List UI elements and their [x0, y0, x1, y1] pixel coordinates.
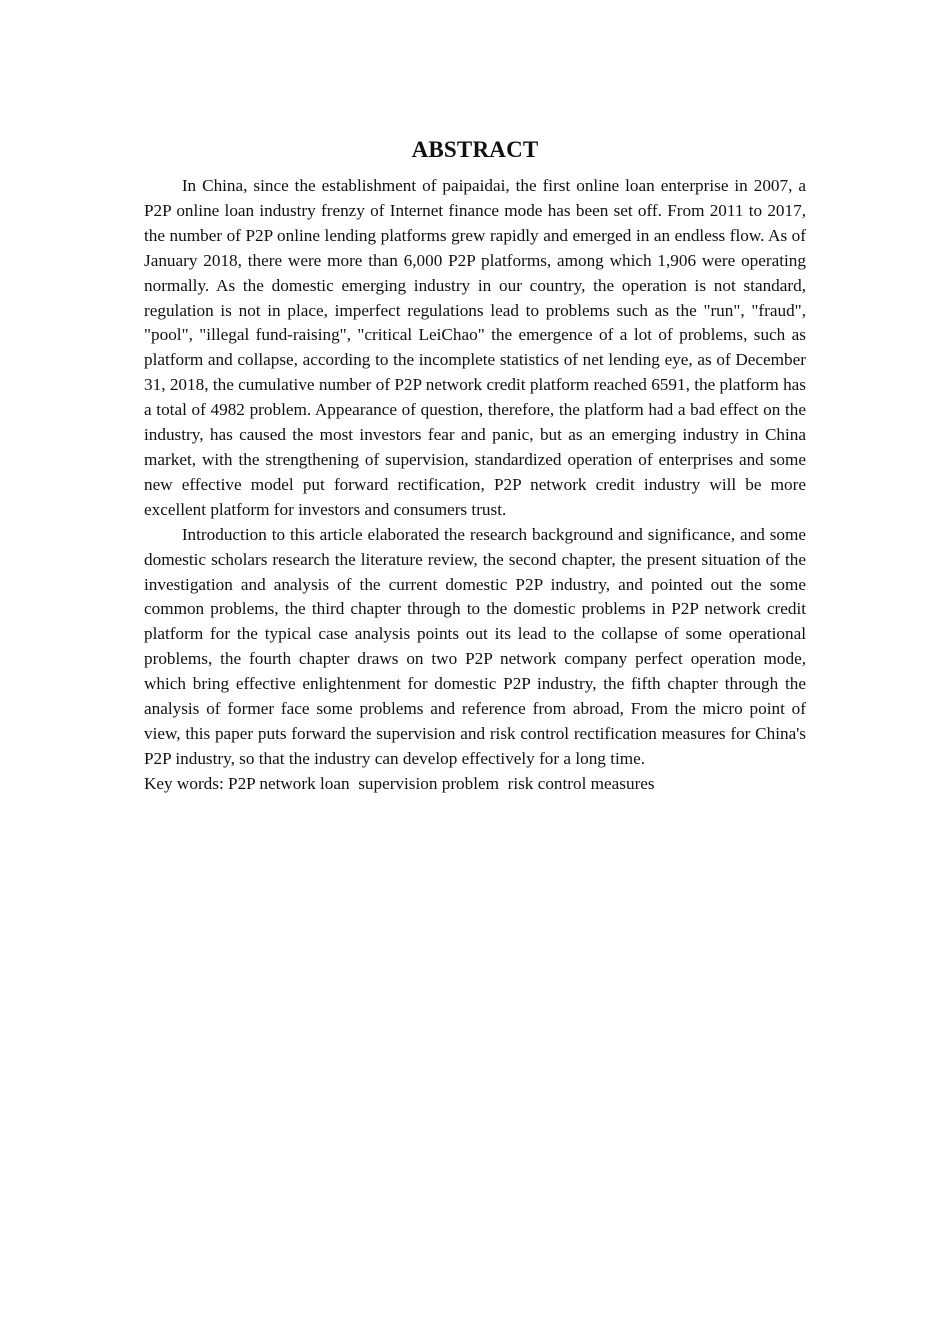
abstract-paragraph-2: Introduction to this article elaborated the research background and significance, and some domestic scholars research the literature review, the second chapter, the present situation of the investigation and analysis of the current domestic P2P industry, and pointed out the some common problems, the third chapter through to the domestic problems in P2P network credit platform for the typical case analysis points out its lead to the collapse of some operational problems, the fourth chapter draws on two P2P network company perfect operation mode, which bring effective enlightenment for domestic P2P industry, the fifth chapter through the analysis of former face some problems and reference from abroad, From the micro point of view, this paper puts forward the supervision and risk control rectification measures for China's P2P industry, so that the industry can develop effectively for a long time.: [144, 524, 806, 768]
abstract-title: ABSTRACT: [411, 137, 539, 162]
keywords-line: Key words: P2P network loan supervision problem risk control measures: [144, 773, 655, 793]
abstract-paragraph-1: In China, since the establishment of paipaidai, the first online loan enterprise in 2007, a P2P online loan industry frenzy of Internet finance mode has been set off. From 2011 to 2017, the number of P2P online lending platforms grew rapidly and emerged in an endless flow. As of January 2018, there were more than 6,000 P2P platforms, among which 1,906 were operating normally. As the domestic emerging industry in our country, the operation is not standard, regulation is not in place, imperfect regulations lead to problems such as the "run", "fraud", "pool", "illegal fund-raising", "critical LeiChao" the emergence of a lot of problems, such as platform and collapse, according to the incomplete statistics of net lending eye, as of December 31, 2018, the cumulative number of P2P network credit platform reached 6591, the platform has a total of 4982 problem. Appearance of question, therefore, the platform had a bad effect on the industry, has caused the most investors fear and panic, but as an emerging industry in China market, with the strengthening of supervision, standardized operation of enterprises and some new effective model put forward rectification, P2P network credit industry will be more excellent platform for investors and consumers trust.: [144, 176, 806, 519]
abstract-section: [144, 136, 806, 797]
